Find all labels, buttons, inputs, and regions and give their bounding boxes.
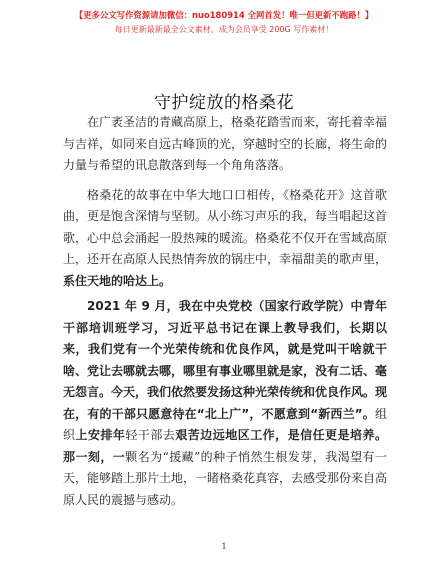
paragraph-2 [63, 185, 387, 293]
banner-line-2: 每日更新最新最全公文素材，成为会员享受 200G 写作素材！ [114, 25, 334, 34]
paragraph-3 [63, 296, 387, 511]
document-body [63, 112, 387, 515]
paragraph-3-bold-2: 上安排年 [75, 428, 126, 442]
document-title: 守护绽放的格桑花 [154, 93, 294, 113]
paragraph-1: 在广袤圣洁的青藏高原上，格桑花踏雪而来，寄托着幸福与吉祥，如同来自远古峰顶的光，穿越时空的长廊，将生命的力量与希望的讯息散落到每一个角角落落。 [63, 115, 388, 172]
header-banner [0, 9, 448, 36]
paragraph-3-text-2: 组织 [63, 406, 387, 442]
paragraph-3-text-4: 颗名为“援藏”的种子悄然生根发芽，我渴望有一天，能够踏上那片土地，一睹格桑花真容，去感受那份来自高原人民的震撼与感动。 [63, 449, 388, 507]
banner-line-1: 【更多公文写作资源请加微信：nuo180914 全网首发！唯一但更新不跑路！】 [74, 10, 374, 20]
paragraph-3-text: 部培训班学习，习近平总书记在课上教导我们，长期以来，我们党有一个光荣传统和优良作风，就是党叫干啥就干啥、党让去哪就去哪，哪里有事业哪里就是家，没有二话、毫无怨言。今天，我们依然要发扬这种光荣传统和优良作风。现在，有的 [63, 320, 388, 421]
paragraph-2-bold: 系住天地的哈达上。 [63, 273, 172, 288]
paragraph-3-text-3: 轻干部去 [125, 428, 176, 442]
paragraph-2-text: 格桑花的故事在中华大地口口相传，《格桑花开》这首歌曲，更是饱含深情与坚韧。从小练习声乐的我，每当唱起这首歌，心中总会涌起一股热辣的暖流。格桑花不仅开在雪域高原上，还开在高原人民热情奔放的锅庄中，幸福甜美的歌声里， [63, 187, 388, 266]
page-number: 1 [221, 542, 227, 551]
paragraph-3-bold-3: 艰苦边远地区工作，是信任更是培养。那一刻，一 [63, 428, 387, 464]
paragraph-3-bold-1: 干部只愿意待在“北上广”，不愿意到“新西兰”。 [111, 406, 375, 421]
paragraph-3-lead: 2021 年 9 月，我在中央党校（国家行政学院）中青年干 [63, 299, 387, 335]
